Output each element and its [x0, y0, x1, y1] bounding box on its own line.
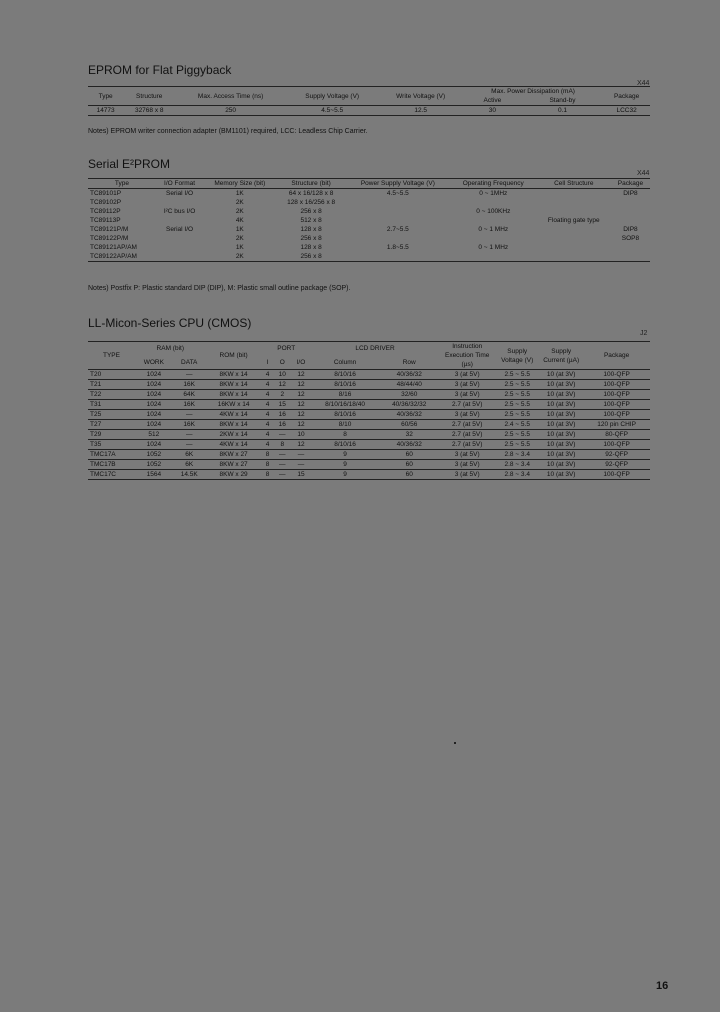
cell: 1024	[146, 421, 162, 428]
cell: 1K	[235, 226, 244, 233]
eprom-note: Notes) EPROM writer connection adapter (BM1101) required, LCC: Leadless Chip Carrier.	[88, 128, 368, 135]
cell: 10 (at 3V)	[546, 461, 576, 468]
cell: 40/36/32/32	[392, 401, 427, 408]
cell: 100-QFP	[603, 381, 630, 388]
table-row	[88, 234, 650, 243]
e2prom-header: Structure (bit)	[291, 180, 331, 187]
cell: 4K	[235, 217, 244, 224]
cell: 0.1	[557, 107, 567, 114]
cell: T22	[90, 391, 102, 398]
cpu-h-row: Row	[402, 358, 416, 366]
cell: 12	[297, 401, 305, 408]
cell: 2.7 (at 5V)	[452, 401, 483, 408]
cell: 10 (at 3V)	[546, 391, 576, 398]
cell: 512 x 8	[300, 217, 322, 224]
cell: —	[279, 471, 286, 478]
cell	[450, 216, 537, 225]
cell: 10 (at 3V)	[546, 401, 576, 408]
cell	[450, 252, 537, 262]
cell: 100-QFP	[603, 401, 630, 408]
cell: 8KW x 14	[219, 421, 248, 428]
cell: 9	[343, 451, 347, 458]
cell: 10	[297, 431, 305, 438]
cell: 1564	[146, 471, 162, 478]
cell	[156, 252, 203, 262]
cell: 10 (at 3V)	[546, 421, 576, 428]
cell: —	[185, 411, 193, 418]
cpu-h-exec: Instruction Execution Time (µs)	[444, 343, 490, 368]
cell: 16	[278, 421, 286, 428]
cell: 8KW x 14	[219, 391, 248, 398]
cell: 16K	[183, 421, 195, 428]
cell: 92-QFP	[605, 461, 628, 468]
cell: 10 (at 3V)	[546, 411, 576, 418]
cpu-h-o: O	[279, 358, 285, 366]
eprom-h-structure: Structure	[136, 92, 163, 100]
cell: —	[185, 371, 193, 378]
cell	[611, 198, 650, 207]
cell: 100-QFP	[603, 391, 630, 398]
cell: 12	[297, 371, 305, 378]
cpu-h-data: DATA	[181, 358, 198, 366]
cell: 8KW x 14	[219, 381, 248, 388]
cell: 120 pin CHIP	[597, 421, 636, 428]
cell: TC89121P/M	[90, 226, 129, 233]
cell: TC89122P/M	[90, 235, 129, 242]
cell: 1024	[146, 371, 162, 378]
cell: 0 ~ 1MHz	[479, 190, 508, 197]
cell	[537, 198, 611, 207]
e2prom-header: Operating Frequency	[462, 180, 524, 187]
cell: TC89112P	[90, 208, 121, 215]
cell: 128 x 16/256 x 8	[287, 199, 336, 206]
cell: 0 ~ 1 MHz	[478, 244, 509, 251]
cell: 0 ~ 100KHz	[476, 208, 511, 215]
eprom-h-package: Package	[613, 92, 640, 100]
cell: 3 (at 5V)	[454, 381, 480, 388]
table-row	[88, 225, 650, 234]
cell: 2K	[235, 253, 244, 260]
cell: 512	[148, 431, 160, 438]
cell: 40/36/32	[396, 371, 422, 378]
cell: —	[297, 461, 305, 468]
cell	[537, 189, 611, 199]
cell: 1024	[146, 401, 162, 408]
cell: 12	[297, 411, 305, 418]
cell	[537, 225, 611, 234]
cell: LCC32	[616, 107, 637, 114]
cell	[611, 216, 650, 225]
cell: 3 (at 5V)	[454, 461, 480, 468]
cell: 64K	[183, 391, 195, 398]
cell	[537, 243, 611, 252]
cell: 2.7~5.5	[386, 226, 409, 233]
cell: 3 (at 5V)	[454, 471, 480, 478]
cell: 2.5 ~ 5.5	[504, 391, 530, 398]
eprom-h-type: Type	[98, 92, 113, 100]
cell: 12	[297, 441, 305, 448]
cpu-h-io: I/O	[296, 358, 306, 366]
cell: 12	[278, 381, 286, 388]
cell: 2.7 (at 5V)	[452, 421, 483, 428]
table-row	[88, 460, 650, 470]
cell: Floating gate type	[547, 217, 600, 224]
cell: 16K	[183, 381, 195, 388]
cell: 4	[265, 401, 270, 408]
cell: 2	[280, 391, 285, 398]
cell: DIP8	[623, 190, 638, 197]
cell: 16	[278, 411, 286, 418]
cell: TMC17B	[90, 461, 116, 468]
cell: TC89121AP/AM	[90, 244, 137, 251]
table-row	[88, 430, 650, 440]
e2prom-code: X44	[637, 170, 650, 177]
eprom-title: EPROM for Flat Piggyback	[88, 63, 232, 77]
cell: 48/44/40	[396, 381, 422, 388]
cell: TMC17C	[90, 471, 117, 478]
cell: 8/10/16	[334, 441, 356, 448]
cpu-h-pkg: Package	[603, 352, 630, 359]
cell: 6K	[185, 451, 194, 458]
cell	[450, 234, 537, 243]
cell: 100-QFP	[603, 371, 630, 378]
cell: 4KW x 14	[219, 411, 248, 418]
cell: 4.5~5.5	[386, 190, 409, 197]
cell: 60/56	[401, 421, 418, 428]
cell: 1K	[235, 244, 244, 251]
eprom-h-supply: Supply Voltage (V)	[305, 92, 360, 100]
cell: —	[297, 451, 305, 458]
cell	[156, 198, 203, 207]
cell: 8/16	[338, 391, 352, 398]
cell: 2.5 ~ 5.5	[504, 441, 530, 448]
cell	[611, 207, 650, 216]
cpu-table	[88, 341, 650, 480]
cpu-title: LL-Micon-Series CPU (CMOS)	[88, 316, 252, 330]
cell: TC89122AP/AM	[90, 253, 137, 260]
eprom-h-access: Max. Access Time (ns)	[197, 92, 264, 100]
cpu-h-port: PORT	[277, 345, 296, 353]
cell: 16K	[183, 401, 195, 408]
cell: 8/10/16	[334, 381, 356, 388]
cell: 8/10/16	[334, 411, 356, 418]
cell: 4	[265, 431, 270, 438]
table-row	[88, 370, 650, 380]
cell	[156, 216, 203, 225]
cell: —	[279, 461, 286, 468]
cell: 2.8 ~ 3.4	[504, 471, 530, 478]
cell: 256 x 8	[300, 208, 322, 215]
cell: 4.5~5.5	[321, 107, 344, 114]
table-row	[88, 106, 650, 116]
cell: 60	[405, 461, 413, 468]
cell	[450, 198, 537, 207]
cell: —	[279, 431, 286, 438]
cell	[611, 252, 650, 262]
cell: T27	[90, 421, 102, 428]
cell: TC89102P	[90, 199, 122, 206]
e2prom-title: Serial E²PROM	[88, 157, 171, 171]
eprom-h-standby: Stand-by	[549, 97, 576, 104]
table-row	[88, 189, 650, 199]
table-row	[88, 420, 650, 430]
cell: 8	[343, 431, 347, 438]
cell: 2.7 (at 5V)	[452, 431, 483, 438]
cell: SOP8	[621, 235, 640, 242]
cpu-h-column: Column	[333, 358, 357, 366]
cell: 15	[278, 401, 286, 408]
cell: TC89113P	[90, 217, 121, 224]
cell	[537, 234, 611, 243]
cell: 8/10/16/18/40	[325, 401, 365, 408]
cell: 10 (at 3V)	[546, 451, 576, 458]
cell: 40/36/32	[396, 441, 422, 448]
table-row	[88, 216, 650, 225]
cell: 30	[488, 107, 496, 114]
cell: 2K	[235, 199, 244, 206]
table-row	[88, 198, 650, 207]
cell: 4	[265, 411, 270, 418]
cell: 0 ~ 1 MHz	[478, 226, 509, 233]
cell: 16KW x 14	[217, 401, 250, 408]
cell	[156, 234, 203, 243]
cell: TC89101P	[90, 190, 122, 197]
e2prom-header: Package	[617, 180, 644, 187]
cell: T29	[90, 431, 102, 438]
cell: 60	[405, 451, 413, 458]
cell: 2.5 ~ 5.5	[504, 371, 530, 378]
cell: 60	[405, 471, 413, 478]
cell: 40/36/32	[396, 411, 422, 418]
page-number: 16	[656, 980, 669, 992]
cell: 4	[265, 371, 270, 378]
cell: 2.8 ~ 3.4	[504, 461, 530, 468]
table-row	[88, 470, 650, 480]
cell: 3 (at 5V)	[454, 451, 480, 458]
cell: 80-QFP	[605, 431, 628, 438]
cell: 9	[343, 471, 347, 478]
table-row	[88, 410, 650, 420]
cell: —	[185, 441, 193, 448]
cell: 14.5K	[180, 471, 198, 478]
cell: —	[279, 451, 286, 458]
e2prom-header: Cell Structure	[554, 180, 594, 187]
cell: 2.7 (at 5V)	[452, 441, 483, 448]
cell: 12	[297, 391, 305, 398]
cell: 9	[343, 461, 347, 468]
eprom-h-write: Write Voltage (V)	[396, 92, 446, 100]
e2prom-header: Type	[114, 180, 130, 187]
cell: 3 (at 5V)	[454, 391, 480, 398]
eprom-h-active: Active	[483, 97, 502, 104]
cell: 2K	[235, 235, 244, 242]
cell	[537, 252, 611, 262]
cell: 2.4 ~ 5.5	[504, 421, 530, 428]
cell: 250	[225, 107, 237, 114]
table-row	[88, 440, 650, 450]
table-row	[88, 450, 650, 460]
cell: T21	[90, 381, 102, 388]
cell: 15	[297, 471, 305, 478]
cell: 8KW x 29	[219, 471, 248, 478]
cpu-h-volt: Supply Voltage (V)	[501, 347, 534, 364]
cell: Serial I/O	[166, 190, 194, 197]
cell: 12	[297, 381, 305, 388]
cpu-h-i: I	[266, 358, 269, 366]
cell: 10 (at 3V)	[546, 431, 576, 438]
cell: 1052	[146, 451, 162, 458]
cell: 12.5	[414, 107, 427, 114]
cell: T25	[90, 411, 102, 418]
cell: 1K	[235, 190, 244, 197]
cell: 4	[265, 421, 270, 428]
cell: 12	[297, 421, 305, 428]
cell: 4KW x 14	[219, 441, 248, 448]
cell: 2KW x 14	[219, 431, 248, 438]
cell: 3 (at 5V)	[454, 411, 480, 418]
eprom-code: X44	[637, 80, 650, 87]
cell: 2.5 ~ 5.5	[504, 411, 530, 418]
cell	[346, 252, 450, 262]
cell: 2.5 ~ 5.5	[504, 381, 530, 388]
cell: 32768 x 8	[134, 107, 164, 114]
cell: 32	[405, 431, 413, 438]
table-row	[88, 390, 650, 400]
cpu-h-work: WORK	[143, 358, 164, 366]
cell: 6K	[185, 461, 194, 468]
cell: 8KW x 14	[219, 371, 248, 378]
cell	[346, 207, 450, 216]
cell: 32/60	[401, 391, 418, 398]
cell: 256 x 8	[300, 253, 322, 260]
table-row	[88, 252, 650, 262]
cell: 256 x 8	[300, 235, 322, 242]
table-row	[88, 380, 650, 390]
cell: T31	[90, 401, 102, 408]
cell: 1024	[146, 441, 162, 448]
cell: 8KW x 27	[219, 461, 248, 468]
cell: 4	[265, 391, 270, 398]
cpu-h-type: TYPE	[102, 352, 120, 359]
cell: TMC17A	[90, 451, 116, 458]
cell: 1024	[146, 381, 162, 388]
cell	[346, 198, 450, 207]
speck	[454, 742, 456, 744]
cell: 2K	[235, 208, 244, 215]
cell: 14773	[96, 107, 115, 114]
cell: 8/10/16	[334, 371, 356, 378]
cell: 128 x 8	[300, 244, 322, 251]
cell: 8/10	[338, 421, 352, 428]
cell: 4	[265, 441, 270, 448]
cell: T20	[90, 371, 102, 378]
cell	[611, 243, 650, 252]
cell	[537, 207, 611, 216]
cell	[156, 243, 203, 252]
cell: 10 (at 3V)	[546, 471, 576, 478]
cell: 1024	[146, 411, 162, 418]
cell: Serial I/O	[166, 226, 194, 233]
cell: I²C bus I/O	[163, 208, 196, 215]
cell: 92-QFP	[605, 451, 628, 458]
cpu-h-rom: ROM (bit)	[219, 352, 248, 359]
cell: 100-QFP	[603, 441, 630, 448]
cell: 128 x 8	[300, 226, 322, 233]
cell: 100-QFP	[603, 471, 630, 478]
eprom-table	[88, 86, 650, 116]
e2prom-header: Memory Size (bit)	[214, 180, 266, 187]
e2prom-header: I/O Format	[164, 180, 196, 187]
cell: 10 (at 3V)	[546, 371, 576, 378]
cpu-code: J2	[640, 330, 648, 337]
cell	[346, 234, 450, 243]
cell: 2.5 ~ 5.5	[504, 401, 530, 408]
cell: 8	[265, 461, 270, 468]
cell: 10	[278, 371, 286, 378]
table-row	[88, 243, 650, 252]
cell: 8	[280, 441, 285, 448]
e2prom-table	[88, 178, 650, 262]
cell	[346, 216, 450, 225]
cell: 10 (at 3V)	[546, 441, 576, 448]
cell: 1052	[146, 461, 162, 468]
cpu-h-lcd: LCD DRIVER	[355, 345, 395, 353]
cell: 100-QFP	[603, 411, 630, 418]
cell: 8	[265, 451, 270, 458]
table-row	[88, 400, 650, 410]
cell: 8KW x 27	[219, 451, 248, 458]
cell: 2.8 ~ 3.4	[504, 451, 530, 458]
eprom-h-power: Max. Power Dissipation (mA)	[491, 88, 575, 95]
cell: 8	[265, 471, 270, 478]
cell: 3 (at 5V)	[454, 371, 480, 378]
cell: 64 x 16/128 x 8	[288, 190, 334, 197]
e2prom-note: Notes) Postfix P: Plastic standard DIP (DIP), M: Plastic small outline package (SOP).	[88, 285, 351, 292]
table-row	[88, 207, 650, 216]
cell: T35	[90, 441, 102, 448]
e2prom-header: Power Supply Voltage (V)	[360, 180, 435, 187]
cell: 10 (at 3V)	[546, 381, 576, 388]
cell: 1.8~5.5	[386, 244, 409, 251]
cell: 2.5 ~ 5.5	[504, 431, 530, 438]
cell: 1024	[146, 391, 162, 398]
cell: 4	[265, 381, 270, 388]
cpu-h-ram: RAM (bit)	[156, 345, 184, 353]
cell: —	[185, 431, 193, 438]
cell: DIP8	[623, 226, 638, 233]
cpu-h-curr: Supply Current (µA)	[543, 347, 580, 364]
